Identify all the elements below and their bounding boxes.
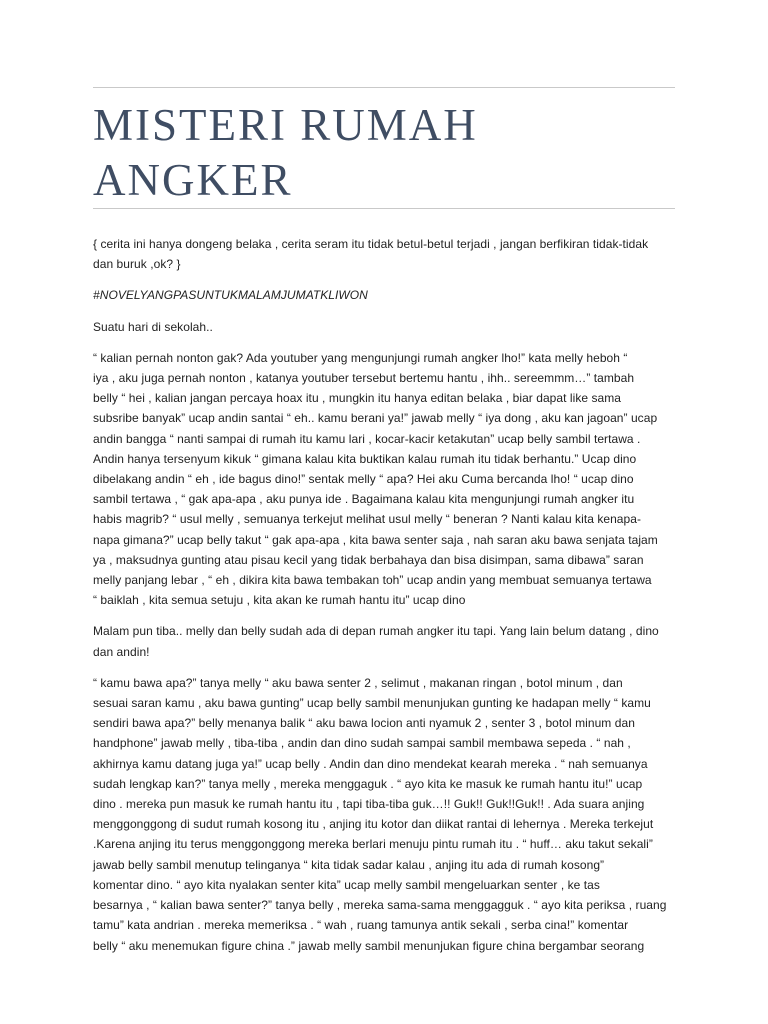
- text-line: dino . mereka pun masuk ke rumah hantu itu , tapi tiba-tiba guk…!! Guk!! Guk!!Guk!! . Ada suara anjing: [93, 797, 645, 812]
- text-line: menggonggong di sudut rumah kosong itu , anjing itu kotor dan diikat rantai di lehernya . Mereka terkejut: [93, 817, 654, 832]
- text-line: habis magrib? “ usul melly , semuanya terkejut melihat usul melly “ beneran ? Nanti kalau kita kenapa-: [93, 512, 642, 527]
- story-paragraph: [93, 348, 693, 611]
- text-line: dan andin!: [93, 644, 150, 659]
- text-line: melly panjang lebar , “ eh , dikira kita bawa tembakan toh” ucap andin yang membuat semuanya tertawa: [93, 573, 652, 588]
- text-line: Andin hanya tersenyum kikuk “ gimana kalau kita buktikan kalau rumah itu tidak berhantu.” Ucap dino: [93, 451, 637, 466]
- story-paragraph: [93, 673, 693, 956]
- text-line: handphone” jawab melly , tiba-tiba , andin dan dino sudah sampai sambil membawa sepeda . “ nah ,: [93, 736, 631, 751]
- text-line: sudah lengkap kan?” tanya melly , mereka menggaguk . “ ayo kita ke masuk ke rumah hantu itu!” ucap: [93, 776, 643, 791]
- text-line: subsribe banyak” ucap andin santai “ eh.. kamu berani ya!” jawab melly “ iya dong , aku kan jagoan” ucap: [93, 411, 658, 426]
- story-paragraph: [93, 621, 693, 661]
- text-line: “ kalian pernah nonton gak? Ada youtuber yang mengunjungi rumah angker lho!” kata melly heboh “: [93, 350, 628, 365]
- text-line: akhirnya kamu datang juga ya!” ucap belly . Andin dan dino mendekat kearah mereka . “ nah semuanya: [93, 756, 648, 771]
- title-line: MISTERI RUMAH: [93, 100, 478, 150]
- text-line: belly “ aku menemukan figure china .” jawab melly sambil menunjukan figure china bergambar seorang: [93, 938, 645, 953]
- text-line: napa gimana?” ucap belly takut “ gak apa-apa , kita bawa senter saja , nah saran aku bawa senjata tajam: [93, 532, 658, 547]
- title-line: ANGKER: [93, 155, 293, 205]
- text-line: ya , maksudnya gunting atau pisau kecil yang tidak berbahaya dan bisa disimpan, sama dibawa” saran: [93, 552, 644, 567]
- story-paragraph: [93, 317, 693, 337]
- text-line: belly “ hei , kalian jangan percaya hoax itu , mungkin itu hanya editan belaka , biar dapat like sama: [93, 391, 622, 406]
- document-title: [93, 98, 693, 208]
- text-line: Malam pun tiba.. melly dan belly sudah ada di depan rumah angker itu tapi. Yang lain belum datang , dino: [93, 624, 659, 639]
- text-line: sesuai saran kamu , aku bawa gunting” ucap belly sambil menunjukan gunting ke hadapan melly “ kamu: [93, 696, 651, 711]
- text-line: { cerita ini hanya dongeng belaka , cerita seram itu tidak betul-betul terjadi , jangan berfikiran tidak-tidak: [93, 237, 649, 251]
- document-body: [93, 234, 693, 967]
- text-line: besarnya , “ kalian bawa senter?” tanya belly , mereka sama-sama menggagguk . “ ayo kita periksa , ruang: [93, 898, 667, 913]
- top-divider: [93, 87, 675, 88]
- bottom-divider: [93, 208, 675, 209]
- text-line: #NOVELYANGPASUNTUKMALAMJUMATKLIWON: [93, 288, 368, 303]
- text-line: sendiri bawa apa?” belly menanya balik “ aku bawa locion anti nyamuk 2 , senter 3 , botol minum dan: [93, 716, 635, 731]
- text-line: sambil tertawa , “ gak apa-apa , aku punya ide . Bagaimana kalau kita mengunjungi rumah angker itu: [93, 492, 635, 507]
- text-line: “ kamu bawa apa?” tanya melly “ aku bawa senter 2 , selimut , makanan ringan , botol minum , dan: [93, 675, 623, 690]
- text-line: iya , aku juga pernah nonton , katanya youtuber tersebut bertemu hantu , ihh.. sereemmm…” tambah: [93, 371, 635, 386]
- text-line: .Karena anjing itu terus menggonggong mereka berlari menuju pintu rumah itu . “ huff… aku takut sekali”: [93, 837, 653, 852]
- text-line: Suatu hari di sekolah..: [93, 319, 213, 334]
- text-line: tamu” kata andrian . mereka memeriksa . “ wah , ruang tamunya antik sekali , serba cina!” komentar: [93, 918, 629, 933]
- text-line: dibelakang andin “ eh , ide bagus dino!” sentak melly “ apa? Hei aku Cuma bercanda lho! “ ucap dino: [93, 472, 634, 487]
- text-line: dan buruk ,ok? }: [93, 257, 181, 272]
- text-line: andin bangga “ nanti sampai di rumah itu kamu lari , kocar-kacir ketakutan” ucap belly sambil tertawa .: [93, 431, 641, 446]
- text-line: “ baiklah , kita semua setuju , kita akan ke rumah hantu itu” ucap dino: [93, 593, 466, 608]
- hashtag-paragraph: [93, 285, 693, 305]
- text-line: jawab belly sambil menutup telinganya “ kita tidak sadar kalau , anjing itu ada di rumah kosong”: [93, 857, 605, 872]
- text-line: komentar dino. “ ayo kita nyalakan senter kita” ucap melly sambil mengeluarkan senter , ke tas: [93, 877, 600, 892]
- story-paragraph: [93, 234, 693, 274]
